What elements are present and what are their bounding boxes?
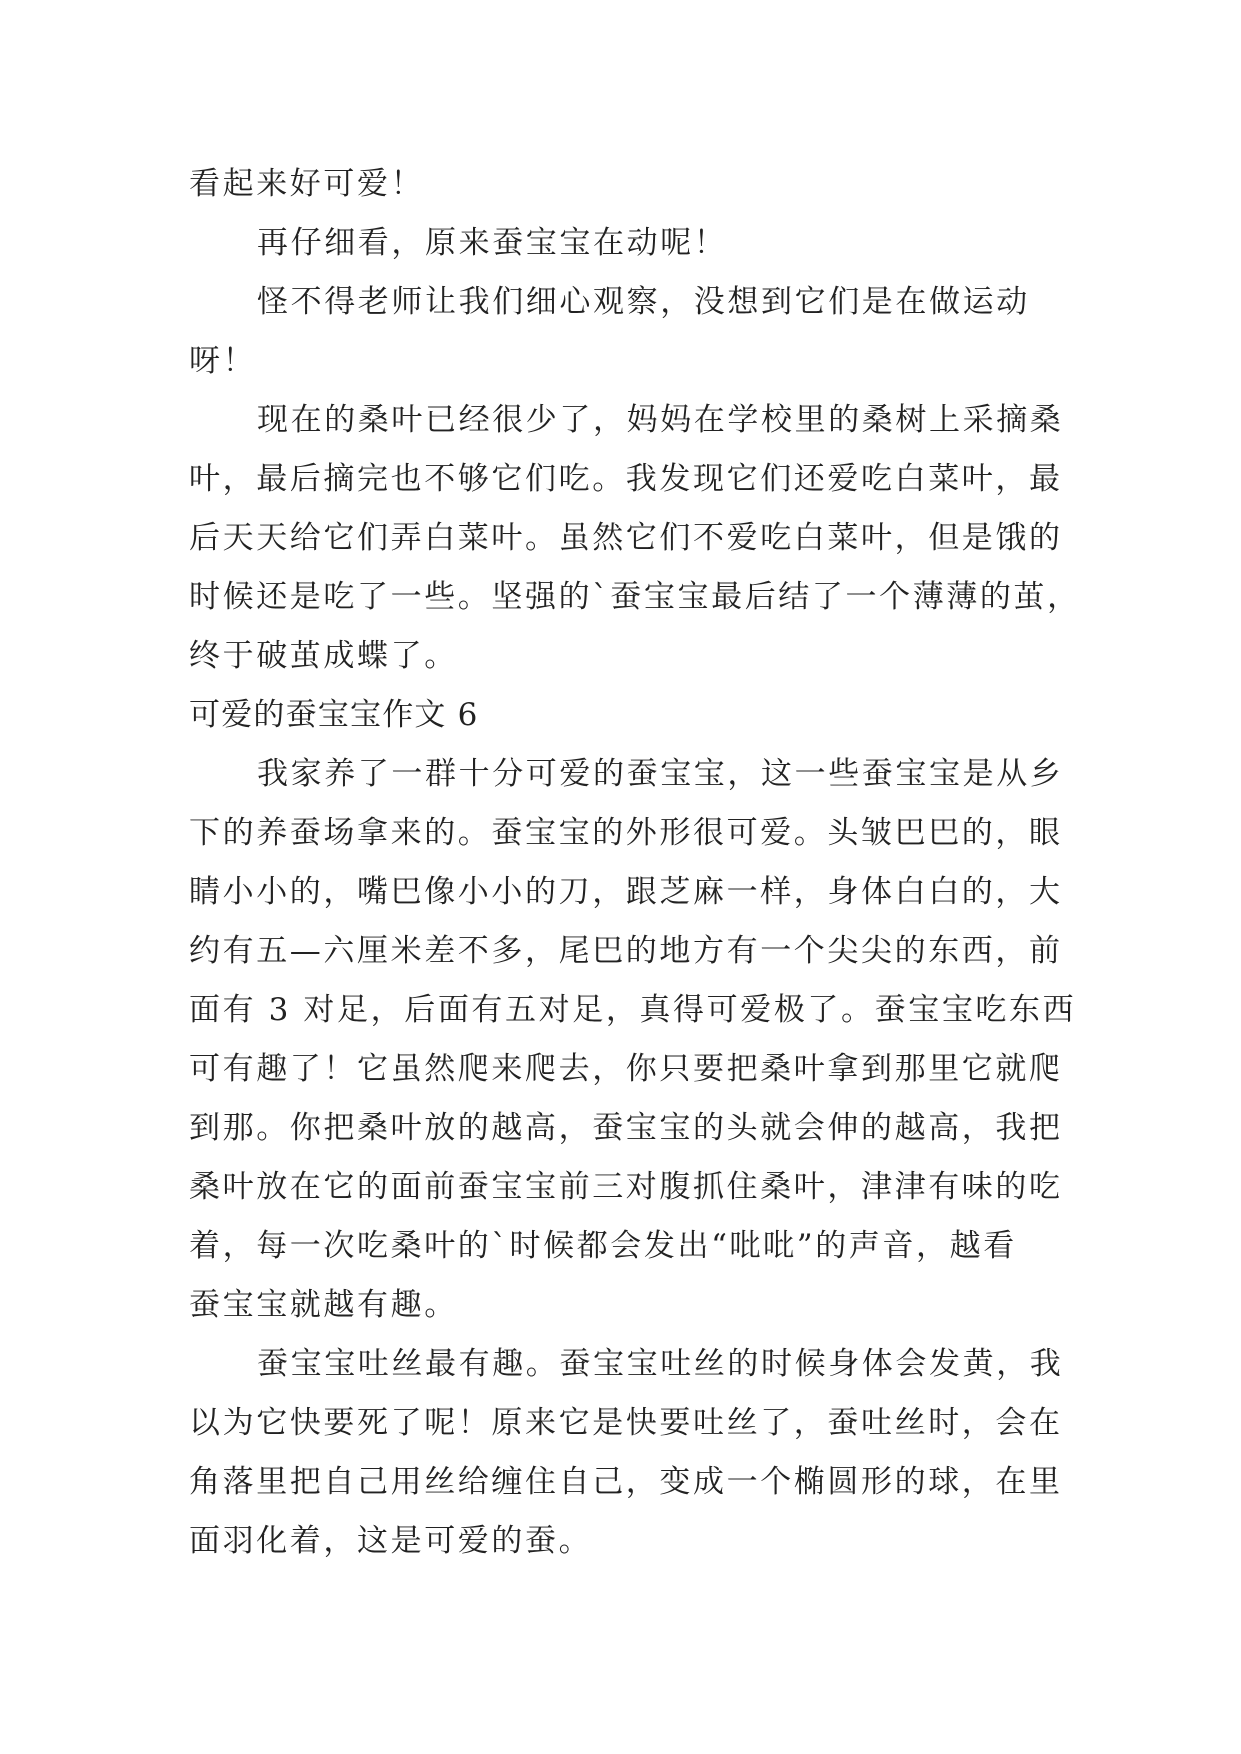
text-line: 到那。你把桑叶放的越高，蚕宝宝的头就会伸的越高，我把 xyxy=(189,1110,1063,1146)
text-line: 着，每一次吃桑叶的`时候都会发出“吡吡”的声音，越看 xyxy=(189,1228,1017,1264)
text-line: 以为它快要死了呢！原来它是快要吐丝了，蚕吐丝时，会在 xyxy=(189,1405,1063,1441)
text-line: 时候还是吃了一些。坚强的`蚕宝宝最后结了一个薄薄的茧， xyxy=(189,579,1081,615)
text-line: 睛小小的，嘴巴像小小的刀，跟芝麻一样，身体白白的，大 xyxy=(189,874,1063,910)
document-body xyxy=(189,155,1081,1571)
text-line: 再仔细看，原来蚕宝宝在动呢！ xyxy=(257,225,728,261)
text-line: 看起来好可爱！ xyxy=(189,166,425,202)
text-line: 角落里把自己用丝给缠住自己，变成一个椭圆形的球，在里 xyxy=(189,1464,1063,1500)
text-line: 叶，最后摘完也不够它们吃。我发现它们还爱吃白菜叶，最 xyxy=(189,461,1063,497)
text-line: 终于破茧成蝶了。 xyxy=(189,638,458,674)
text-line: 可有趣了！它虽然爬来爬去，你只要把桑叶拿到那里它就爬 xyxy=(189,1051,1063,1087)
text-line: 面有 3 对足，后面有五对足，真得可爱极了。蚕宝宝吃东西 xyxy=(189,992,1077,1028)
section-heading: 可爱的蚕宝宝作文 6 xyxy=(189,697,479,733)
text-line: 我家养了一群十分可爱的蚕宝宝，这一些蚕宝宝是从乡 xyxy=(257,756,1064,792)
text-line: 面羽化着，这是可爱的蚕。 xyxy=(189,1523,593,1559)
text-line: 约有五—六厘米差不多，尾巴的地方有一个尖尖的东西，前 xyxy=(189,933,1063,969)
text-line: 怪不得老师让我们细心观察，没想到它们是在做运动 xyxy=(257,284,1030,320)
text-line: 蚕宝宝就越有趣。 xyxy=(189,1287,458,1323)
text-line: 后天天给它们弄白菜叶。虽然它们不爱吃白菜叶，但是饿的 xyxy=(189,520,1063,556)
text-line: 蚕宝宝吐丝最有趣。蚕宝宝吐丝的时候身体会发黄，我 xyxy=(257,1346,1064,1382)
text-line: 呀！ xyxy=(189,343,257,379)
text-line: 现在的桑叶已经很少了，妈妈在学校里的桑树上采摘桑 xyxy=(257,402,1064,438)
text-line: 下的养蚕场拿来的。蚕宝宝的外形很可爱。头皱巴巴的，眼 xyxy=(189,815,1063,851)
text-line: 桑叶放在它的面前蚕宝宝前三对腹抓住桑叶，津津有味的吃 xyxy=(189,1169,1063,1205)
